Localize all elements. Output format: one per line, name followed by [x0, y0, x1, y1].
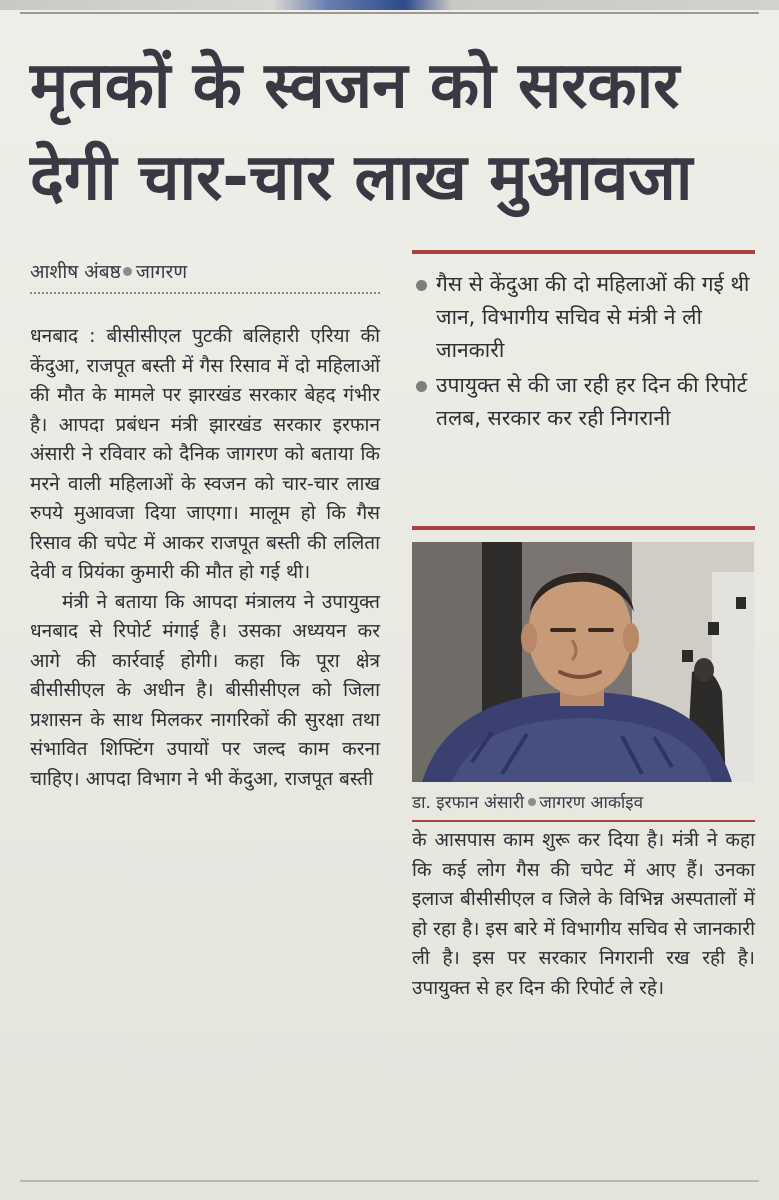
- body-column-left: [30, 322, 380, 794]
- bottom-divider: [20, 1180, 759, 1182]
- caption-divider: [412, 820, 755, 822]
- top-divider: [20, 12, 759, 14]
- photo-caption: [412, 790, 755, 813]
- body-paragraph-3: के आसपास काम शुरू कर दिया है। मंत्री ने कहा कि कई लोग गैस की चपेट में आए हैं। उनका इलाज बीसीसीएल व जिले के विभिन्न अस्पतालों में हो रहा है। इस बारे में विभागीय सचिव से जानकारी ली है। इस पर सरकार निगरानी रख रही है। उपायुक्त से हर दिन की रिपोर्ट ले रहे।: [412, 829, 755, 999]
- bullet-dot-icon: [416, 280, 427, 291]
- highlight-text: गैस से केंदुआ की दो महिलाओं की गई थी जान, विभागीय सचिव से मंत्री ने ली जानकारी: [436, 272, 750, 362]
- byline: [30, 258, 380, 284]
- body-column-right: [412, 826, 755, 1003]
- headline: [30, 40, 760, 224]
- highlight-item: [412, 369, 755, 435]
- bullet-dot-icon: [123, 267, 132, 276]
- body-paragraph-2: मंत्री ने बताया कि आपदा मंत्रालय ने उपायुक्त धनबाद से रिपोर्ट मंगाई है। उसका अध्ययन कर आगे की कार्रवाई होगी। कहा कि पूरा क्षेत्र बीसीसीएल के अधीन है। बीसीसीएल को जिला प्रशासन के साथ मिलकर नागरिकों की सुरक्षा तथा संभावित शिफ्टिंग उपायों पर जल्द काम करना चाहिए। आपदा विभाग ने भी केंदुआ, राजपूत बस्ती: [30, 590, 380, 790]
- highlight-item: [412, 268, 755, 367]
- headline-line-1: मृतकों के स्वजन को सरकार: [30, 49, 680, 123]
- previous-article-strip: [0, 0, 779, 10]
- bullet-dot-icon: [528, 798, 536, 806]
- byline-divider: [30, 292, 380, 294]
- bullet-dot-icon: [416, 381, 427, 392]
- body-paragraph-1: धनबाद : बीसीसीएल पुटकी बलिहारी एरिया की केंदुआ, राजपूत बस्ती में गैस रिसाव में दो महिलाओं की मौत के मामले पर झारखंड सरकार बेहद गंभीर है। आपदा प्रबंधन मंत्री झारखंड सरकार इरफान अंसारी ने रविवार को दैनिक जागरण को बताया कि मरने वाली महिलाओं के स्वजन को चार-चार लाख रुपये मुआवजा दिया जाएगा। मालूम हो कि गैस रिसाव की चपेट में आकर राजपूत बस्ती की ललिता देवी व प्रियंका कुमारी की मौत हो गई थी।: [30, 325, 380, 583]
- portrait-photo: [412, 542, 754, 782]
- portrait-illustration: [412, 542, 754, 782]
- highlight-text: उपायुक्त से की जा रही हर दिन की रिपोर्ट तलब, सरकार कर रही निगरानी: [436, 373, 748, 430]
- highlights-top-rule: [412, 250, 755, 254]
- highlights-box: [412, 268, 755, 437]
- caption-name: डा. इरफान अंसारी: [412, 793, 525, 813]
- byline-source: जागरण: [135, 261, 188, 283]
- highlights-bottom-rule: [412, 526, 755, 530]
- byline-author: आशीष अंबष्ठ: [30, 261, 121, 283]
- headline-line-2: देगी चार-चार लाख मुआवजा: [30, 141, 693, 215]
- caption-source: जागरण आर्काइव: [539, 793, 644, 813]
